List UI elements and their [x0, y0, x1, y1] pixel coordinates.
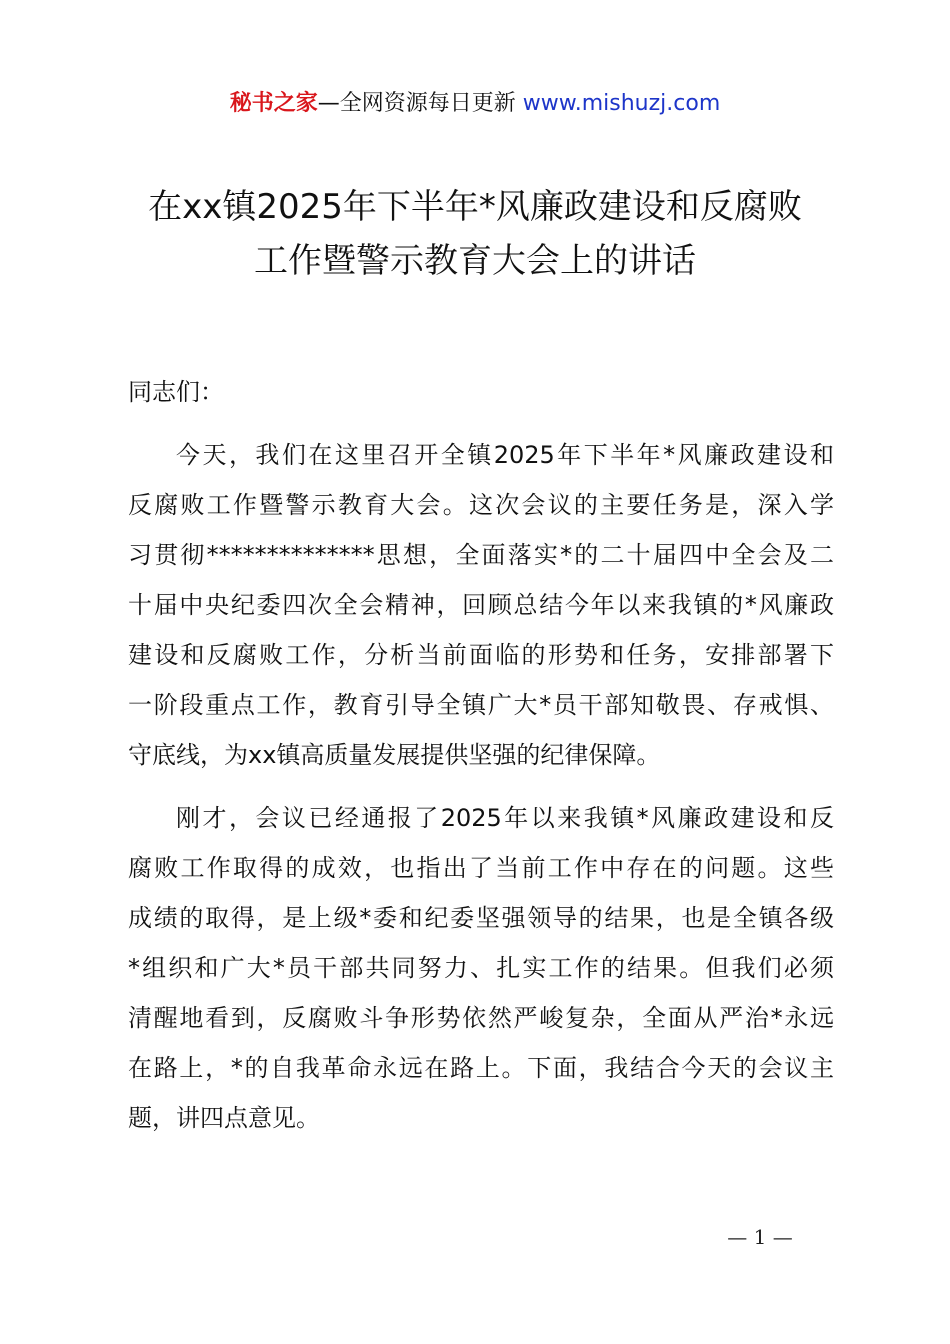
paragraph-line: 刚才，会议已经通报了2025年以来我镇*风廉政建设和反	[176, 804, 834, 832]
paragraph-line: 题，讲四点意见。	[128, 1104, 320, 1132]
paragraph-line: 习贯彻**************思想，全面落实*的二十届四中全会及二	[128, 541, 834, 569]
site-header	[0, 88, 950, 120]
paragraph-line: 清醒地看到，反腐败斗争形势依然严峻复杂，全面从严治*永远	[128, 1004, 834, 1032]
site-slogan: —全网资源每日更新	[317, 91, 516, 116]
paragraph-line: 今天，我们在这里召开全镇2025年下半年*风廉政建设和	[176, 441, 834, 469]
paragraph-line: 在路上，*的自我革命永远在路上。下面，我结合今天的会议主	[128, 1054, 834, 1082]
paragraph-line: *组织和广大*员干部共同努力、扎实工作的结果。但我们必须	[128, 954, 834, 982]
page-number: — 1 —	[727, 1225, 793, 1249]
site-brand: 秘书之家	[229, 91, 318, 116]
paragraph-line: 建设和反腐败工作，分析当前面临的形势和任务，安排部署下	[128, 641, 834, 669]
greeting: 同志们：	[128, 378, 224, 406]
paragraph-1	[128, 430, 834, 780]
paragraph-line: 成绩的取得，是上级*委和纪委坚强领导的结果，也是全镇各级	[128, 904, 834, 932]
paragraph-line: 腐败工作取得的成效，也指出了当前工作中存在的问题。这些	[128, 854, 834, 882]
paragraph-2	[128, 793, 834, 1143]
paragraph-line: 守底线，为xx镇高质量发展提供坚强的纪律保障。	[128, 741, 661, 769]
site-url-link[interactable]: www.mishuzj.com	[522, 91, 721, 116]
paragraph-line: 反腐败工作暨警示教育大会。这次会议的主要任务是，深入学	[128, 491, 834, 519]
paragraph-line: 一阶段重点工作，教育引导全镇广大*员干部知敬畏、存戒惧、	[128, 691, 834, 719]
title-line-1: 在xx镇2025年下半年*风廉政建设和反腐败	[148, 187, 802, 227]
title-line-2: 工作暨警示教育大会上的讲话	[254, 241, 696, 281]
document-title	[100, 180, 850, 288]
paragraph-line: 十届中央纪委四次全会精神，回顾总结今年以来我镇的*风廉政	[128, 591, 834, 619]
